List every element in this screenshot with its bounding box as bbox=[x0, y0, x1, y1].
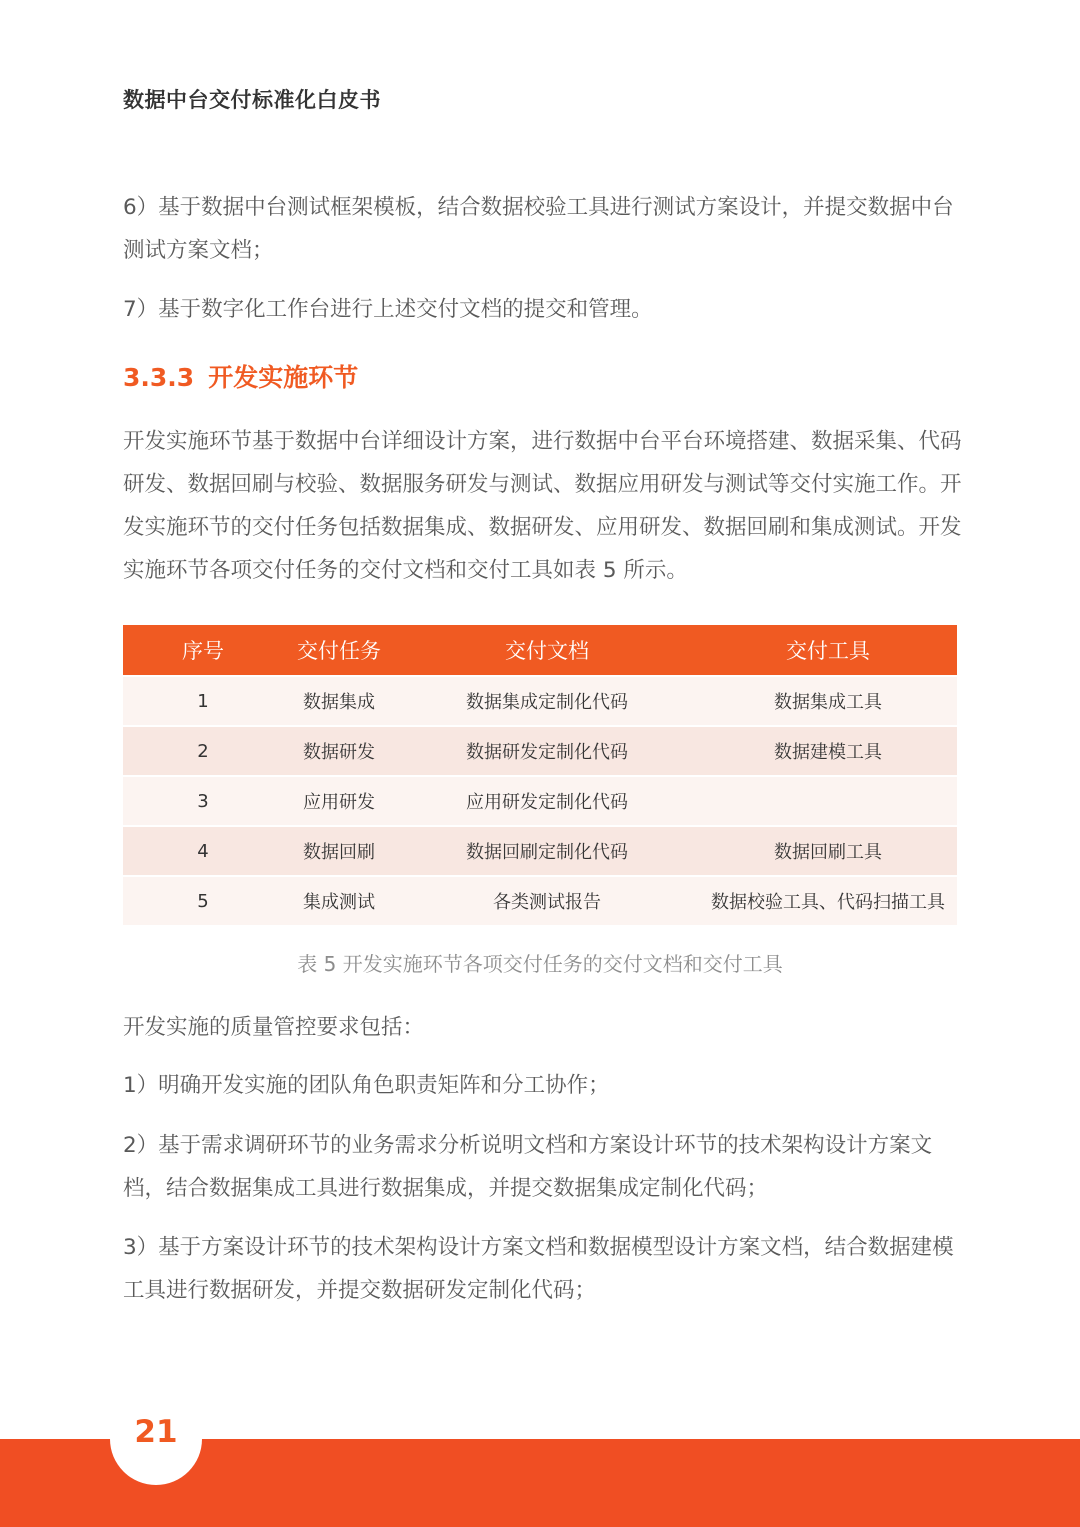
section-title: 开发实施环节 bbox=[208, 363, 359, 392]
cell-tool: 数据建模工具 bbox=[699, 725, 957, 775]
cell-index: 4 bbox=[123, 825, 283, 875]
cell-index: 3 bbox=[123, 775, 283, 825]
cell-tool bbox=[699, 775, 957, 825]
cell-index: 5 bbox=[123, 875, 283, 925]
deliverables-table bbox=[123, 625, 957, 925]
cell-document: 数据研发定制化代码 bbox=[395, 725, 699, 775]
quality-item-1: 1）明确开发实施的团队角色职责矩阵和分工协作； bbox=[123, 1073, 610, 1098]
table-row bbox=[123, 825, 957, 875]
cell-tool: 数据回刷工具 bbox=[699, 825, 957, 875]
cell-task: 集成测试 bbox=[283, 875, 395, 925]
header-tool: 交付工具 bbox=[699, 625, 957, 675]
table-row bbox=[123, 875, 957, 925]
cell-document: 数据集成定制化代码 bbox=[395, 675, 699, 725]
cell-tool: 数据校验工具、代码扫描工具 bbox=[699, 875, 957, 925]
table-row bbox=[123, 725, 957, 775]
cell-document: 数据回刷定制化代码 bbox=[395, 825, 699, 875]
section-paragraph: 开发实施环节基于数据中台详细设计方案，进行数据中台平台环境搭建、数据采集、代码研发、数据回刷与校验、数据服务研发与测试、数据应用研发与测试等交付实施工作。开发实施环节的交付任务包括数据集成、数据研发、应用研发、数据回刷和集成测试。开发实施环节各项交付任务的交付文档和交付工具如表 5 所示。 bbox=[123, 429, 962, 583]
header-document: 交付文档 bbox=[395, 625, 699, 675]
document-header-title: 数据中台交付标准化白皮书 bbox=[123, 88, 381, 112]
cell-index: 1 bbox=[123, 675, 283, 725]
list-item-7: 7）基于数字化工作台进行上述交付文档的提交和管理。 bbox=[123, 297, 653, 322]
cell-document: 各类测试报告 bbox=[395, 875, 699, 925]
cell-task: 应用研发 bbox=[283, 775, 395, 825]
cell-task: 数据回刷 bbox=[283, 825, 395, 875]
quality-item-3: 3）基于方案设计环节的技术架构设计方案文档和数据模型设计方案文档，结合数据建模工具进行数据研发，并提交数据研发定制化代码； bbox=[123, 1235, 954, 1303]
cell-tool: 数据集成工具 bbox=[699, 675, 957, 725]
cell-document: 应用研发定制化代码 bbox=[395, 775, 699, 825]
table-row bbox=[123, 775, 957, 825]
table-row bbox=[123, 675, 957, 725]
table-header-row bbox=[123, 625, 957, 675]
quality-item-2: 2）基于需求调研环节的业务需求分析说明文档和方案设计环节的技术架构设计方案文档，结合数据集成工具进行数据集成，并提交数据集成定制化代码； bbox=[123, 1133, 933, 1201]
header-index: 序号 bbox=[123, 625, 283, 675]
cell-task: 数据研发 bbox=[283, 725, 395, 775]
cell-task: 数据集成 bbox=[283, 675, 395, 725]
table-caption: 表 5 开发实施环节各项交付任务的交付文档和交付工具 bbox=[297, 952, 783, 976]
section-heading bbox=[123, 358, 358, 394]
quality-lead: 开发实施的质量管控要求包括： bbox=[123, 1015, 425, 1040]
page-number: 21 bbox=[134, 1414, 178, 1450]
list-item-6: 6）基于数据中台测试框架模板，结合数据校验工具进行测试方案设计，并提交数据中台测试方案文档； bbox=[123, 195, 954, 263]
header-task: 交付任务 bbox=[283, 625, 395, 675]
section-number: 3.3.3 bbox=[123, 363, 195, 392]
cell-index: 2 bbox=[123, 725, 283, 775]
